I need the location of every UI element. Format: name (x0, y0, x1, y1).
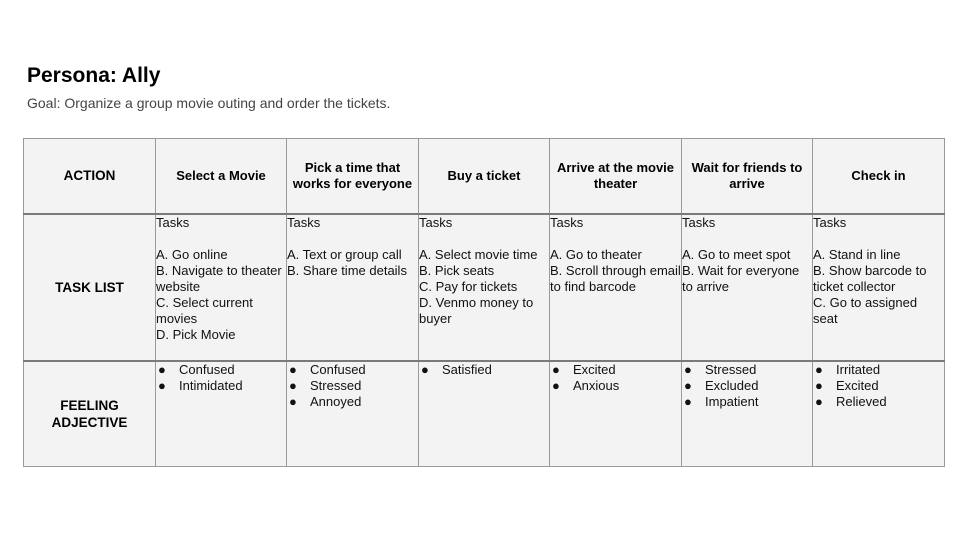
feeling-item (682, 362, 812, 378)
bullet-icon: ● (815, 361, 823, 377)
feelings-cell (419, 361, 550, 467)
user-journey-table (23, 138, 945, 467)
feeling-text: Stressed (705, 361, 757, 377)
feeling-item (550, 362, 681, 378)
feeling-item (682, 378, 812, 394)
feelings-cell (550, 361, 682, 467)
feeling-item (682, 394, 812, 410)
feelings-list (813, 362, 944, 410)
bullet-icon: ● (289, 393, 297, 409)
feeling-item (813, 394, 944, 410)
feelings-list (682, 362, 812, 410)
bullet-icon: ● (815, 393, 823, 409)
bullet-icon: ● (421, 361, 429, 377)
row-header-feeling-line1: FEELING (60, 397, 119, 413)
row-header-task-list: TASK LIST (24, 214, 156, 361)
bullet-icon: ● (289, 377, 297, 393)
task-item: C. Pay for tickets (419, 278, 518, 294)
task-item: B. Share time details (287, 262, 407, 278)
task-item: B. Navigate to theater website (156, 262, 282, 294)
feeling-text: Excluded (705, 377, 759, 393)
task-item: B. Pick seats (419, 262, 495, 278)
stage-header: Check in (813, 139, 945, 214)
feelings-cell (287, 361, 419, 467)
bullet-icon: ● (684, 377, 692, 393)
feeling-text: Intimidated (179, 377, 243, 393)
bullet-icon: ● (815, 377, 823, 393)
feeling-item (156, 378, 286, 394)
feeling-text: Confused (310, 361, 366, 377)
bullet-icon: ● (552, 361, 560, 377)
feeling-text: Satisfied (442, 361, 492, 377)
task-item: C. Select current movies (156, 294, 253, 326)
page-title: Persona: Ally (27, 64, 161, 87)
row-header-action: ACTION (24, 139, 156, 214)
tasks-label: Tasks (813, 214, 847, 230)
feelings-list (550, 362, 681, 394)
feeling-text: Confused (179, 361, 235, 377)
task-item: A. Go to theater (550, 246, 642, 262)
row-header-feeling-adjective (24, 361, 156, 467)
feeling-text: Annoyed (310, 393, 362, 409)
tasks-cell (682, 214, 813, 361)
tasks-cell (156, 214, 287, 361)
feeling-text: Relieved (836, 393, 887, 409)
feelings-list (287, 362, 418, 410)
task-item: B. Show barcode to ticket collector (813, 262, 927, 294)
bullet-icon: ● (684, 393, 692, 409)
feeling-item (287, 362, 418, 378)
goal-text: Goal: Organize a group movie outing and order the tickets. (27, 95, 391, 111)
feeling-item (156, 362, 286, 378)
feeling-text: Excited (573, 361, 616, 377)
feeling-text: Anxious (573, 377, 620, 393)
feeling-text: Impatient (705, 393, 759, 409)
feelings-cell (156, 361, 287, 467)
feelings-list (419, 362, 549, 378)
feelings-list (156, 362, 286, 394)
stage-header: Select a Movie (156, 139, 287, 214)
tasks-label: Tasks (287, 214, 321, 230)
stage-header: Pick a time that works for everyone (287, 139, 419, 214)
task-item: A. Stand in line (813, 246, 901, 262)
task-item: A. Go online (156, 246, 228, 262)
task-item: A. Go to meet spot (682, 246, 791, 262)
feeling-item (419, 362, 549, 378)
feelings-cell (682, 361, 813, 467)
feeling-item (813, 378, 944, 394)
tasks-cell (419, 214, 550, 361)
task-item: D. Venmo money to buyer (419, 294, 534, 326)
tasks-label: Tasks (156, 214, 190, 230)
feelings-cell (813, 361, 945, 467)
feeling-text: Irritated (836, 361, 881, 377)
task-item: D. Pick Movie (156, 326, 236, 342)
task-item: B. Scroll through email to find barcode (550, 262, 681, 294)
tasks-label: Tasks (419, 214, 453, 230)
feeling-text: Excited (836, 377, 879, 393)
action-row (24, 139, 945, 214)
feeling-item (287, 394, 418, 410)
row-header-feeling-line2: ADJECTIVE (51, 414, 128, 430)
feeling-item (813, 362, 944, 378)
tasks-cell (287, 214, 419, 361)
feeling-item (550, 378, 681, 394)
bullet-icon: ● (158, 361, 166, 377)
bullet-icon: ● (289, 361, 297, 377)
tasks-cell (550, 214, 682, 361)
tasks-label: Tasks (682, 214, 716, 230)
tasks-cell (813, 214, 945, 361)
task-item: A. Text or group call (287, 246, 402, 262)
task-item: B. Wait for everyone to arrive (682, 262, 800, 294)
task-list-row (24, 214, 945, 361)
tasks-label: Tasks (550, 214, 584, 230)
stage-header: Buy a ticket (419, 139, 550, 214)
stage-header: Wait for friends to arrive (682, 139, 813, 214)
task-item: C. Go to assigned seat (813, 294, 918, 326)
bullet-icon: ● (552, 377, 560, 393)
feeling-item (287, 378, 418, 394)
stage-header: Arrive at the movie theater (550, 139, 682, 214)
task-item: A. Select movie time (419, 246, 538, 262)
bullet-icon: ● (158, 377, 166, 393)
bullet-icon: ● (684, 361, 692, 377)
feeling-row (24, 361, 945, 467)
feeling-text: Stressed (310, 377, 362, 393)
